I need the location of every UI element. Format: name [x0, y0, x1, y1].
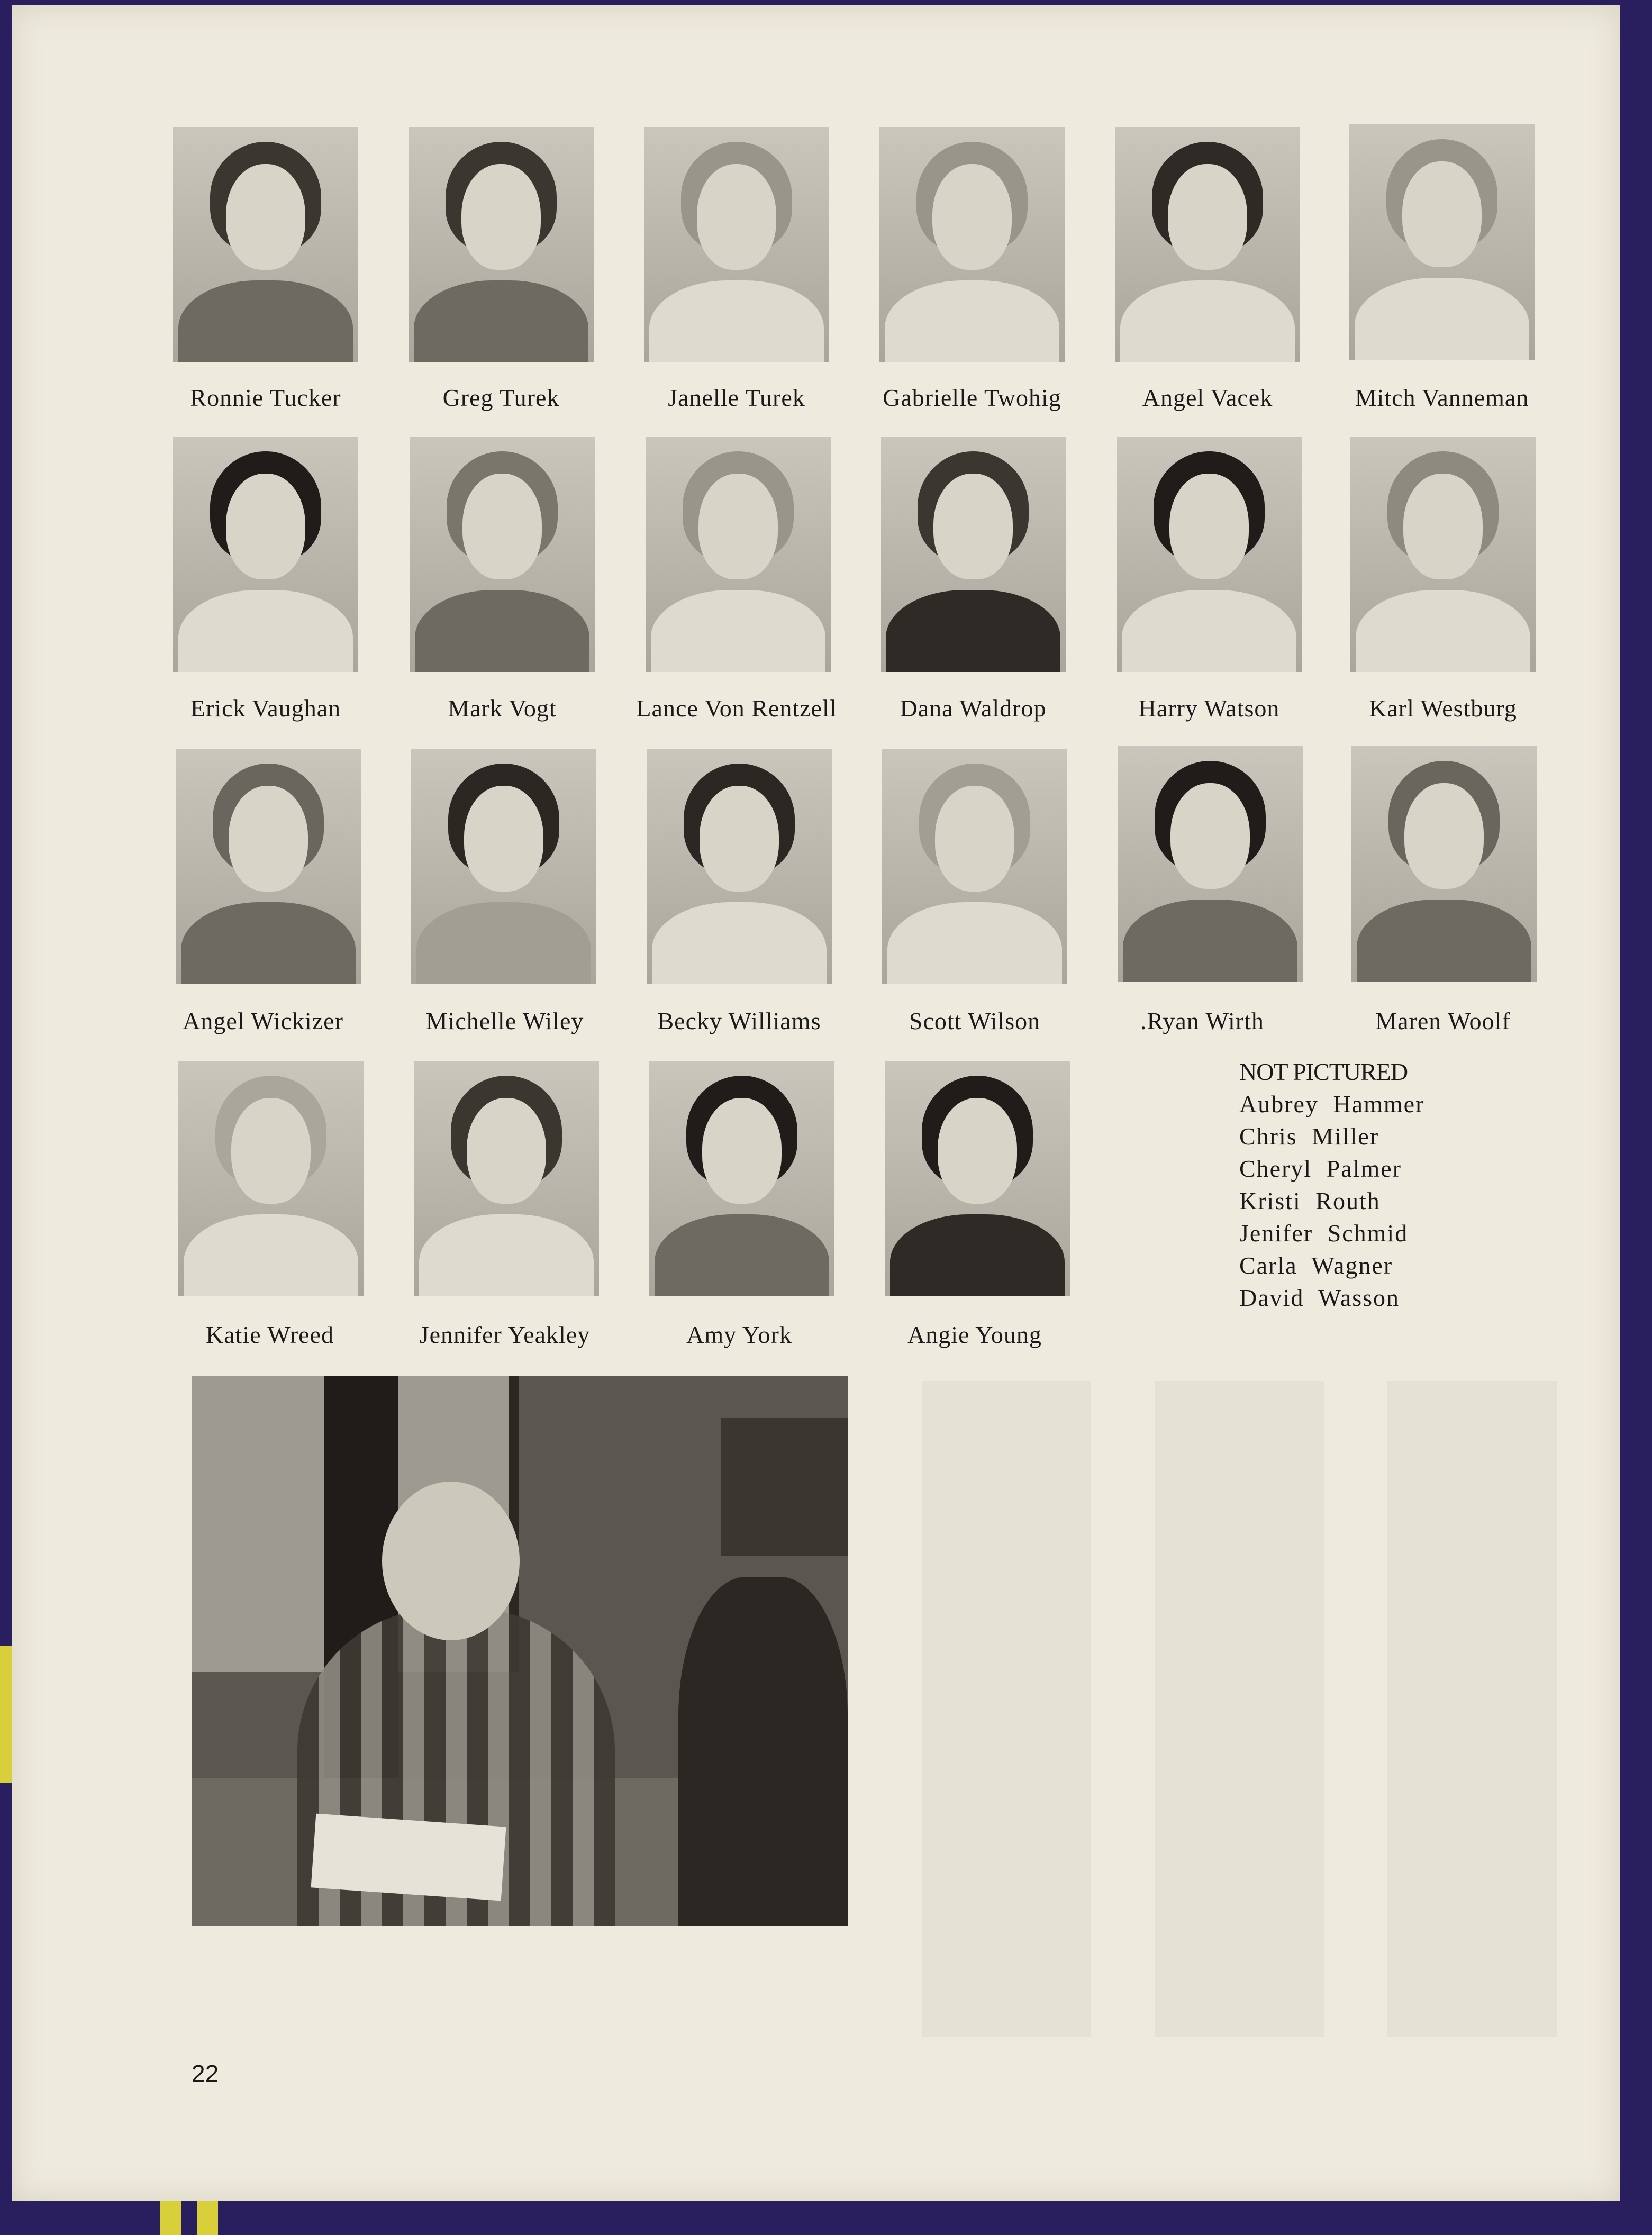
student-name: Becky Williams: [657, 1007, 821, 1034]
portrait-photo: [881, 437, 1066, 672]
not-pictured-name: Carla Wagner: [1239, 1252, 1393, 1279]
portrait-photo: [1115, 127, 1300, 362]
portrait-photo: [879, 127, 1065, 362]
not-pictured-name: Cheryl Palmer: [1239, 1155, 1402, 1182]
not-pictured-name: David Wasson: [1239, 1284, 1400, 1311]
student-name: Scott Wilson: [909, 1007, 1041, 1034]
portrait-photo: [409, 127, 594, 362]
student-name: Dana Waldrop: [900, 695, 1047, 722]
portrait-photo: [882, 749, 1067, 984]
show-through-texture: [890, 1381, 1578, 2037]
student-name: Gabrielle Twohig: [883, 384, 1061, 411]
student-name: Janelle Turek: [668, 384, 805, 411]
student-name: .Ryan Wirth: [1140, 1007, 1264, 1034]
student-name: Lance Von Rentzell: [636, 695, 837, 722]
yearbook-page: [12, 5, 1620, 2201]
student-name: Amy York: [686, 1321, 792, 1348]
student-name: Angel Wickizer: [183, 1007, 343, 1034]
portrait-photo: [1117, 437, 1302, 672]
student-name: Mark Vogt: [448, 695, 557, 722]
portrait-photo: [885, 1061, 1070, 1296]
not-pictured-heading: NOT PICTURED: [1239, 1058, 1408, 1085]
portrait-photo: [646, 437, 831, 672]
student-name: Harry Watson: [1138, 695, 1280, 722]
student-name: Erick Vaughan: [190, 695, 341, 722]
student-name: Angel Vacek: [1142, 384, 1273, 411]
spine-accent-bottom-2: [197, 2201, 218, 2235]
student-name: Mitch Vanneman: [1355, 384, 1529, 411]
portrait-photo: [1350, 437, 1536, 672]
portrait-photo: [410, 437, 595, 672]
student-name: Greg Turek: [442, 384, 560, 411]
student-name: Maren Woolf: [1375, 1007, 1511, 1034]
student-name: Ronnie Tucker: [190, 384, 341, 411]
student-name: Karl Westburg: [1369, 695, 1517, 722]
portrait-photo: [1351, 746, 1537, 982]
portrait-photo: [1118, 746, 1303, 982]
portrait-photo: [173, 437, 358, 672]
portrait-photo: [644, 127, 829, 362]
not-pictured-name: Chris Miller: [1239, 1123, 1379, 1150]
spine-accent-left: [0, 1646, 12, 1783]
portrait-photo: [173, 127, 358, 362]
spine-accent-bottom-1: [160, 2201, 181, 2235]
student-name: Katie Wreed: [205, 1321, 334, 1348]
portrait-photo: [414, 1061, 599, 1296]
student-name: Jennifer Yeakley: [419, 1321, 591, 1348]
not-pictured-name: Jenifer Schmid: [1239, 1220, 1409, 1247]
candid-photo: [192, 1376, 848, 1926]
not-pictured-list: [1239, 1056, 1424, 1314]
portrait-photo: [1349, 124, 1535, 360]
page-number: 22: [192, 2060, 219, 2087]
not-pictured-name: Aubrey Hammer: [1239, 1091, 1425, 1118]
student-name: Angie Young: [907, 1321, 1042, 1348]
portrait-photo: [176, 749, 361, 984]
student-name: Michelle Wiley: [425, 1007, 584, 1034]
portrait-photo: [649, 1061, 834, 1296]
portrait-photo: [178, 1061, 364, 1296]
not-pictured-name: Kristi Routh: [1239, 1187, 1381, 1214]
portrait-photo: [647, 749, 832, 984]
portrait-photo: [411, 749, 596, 984]
